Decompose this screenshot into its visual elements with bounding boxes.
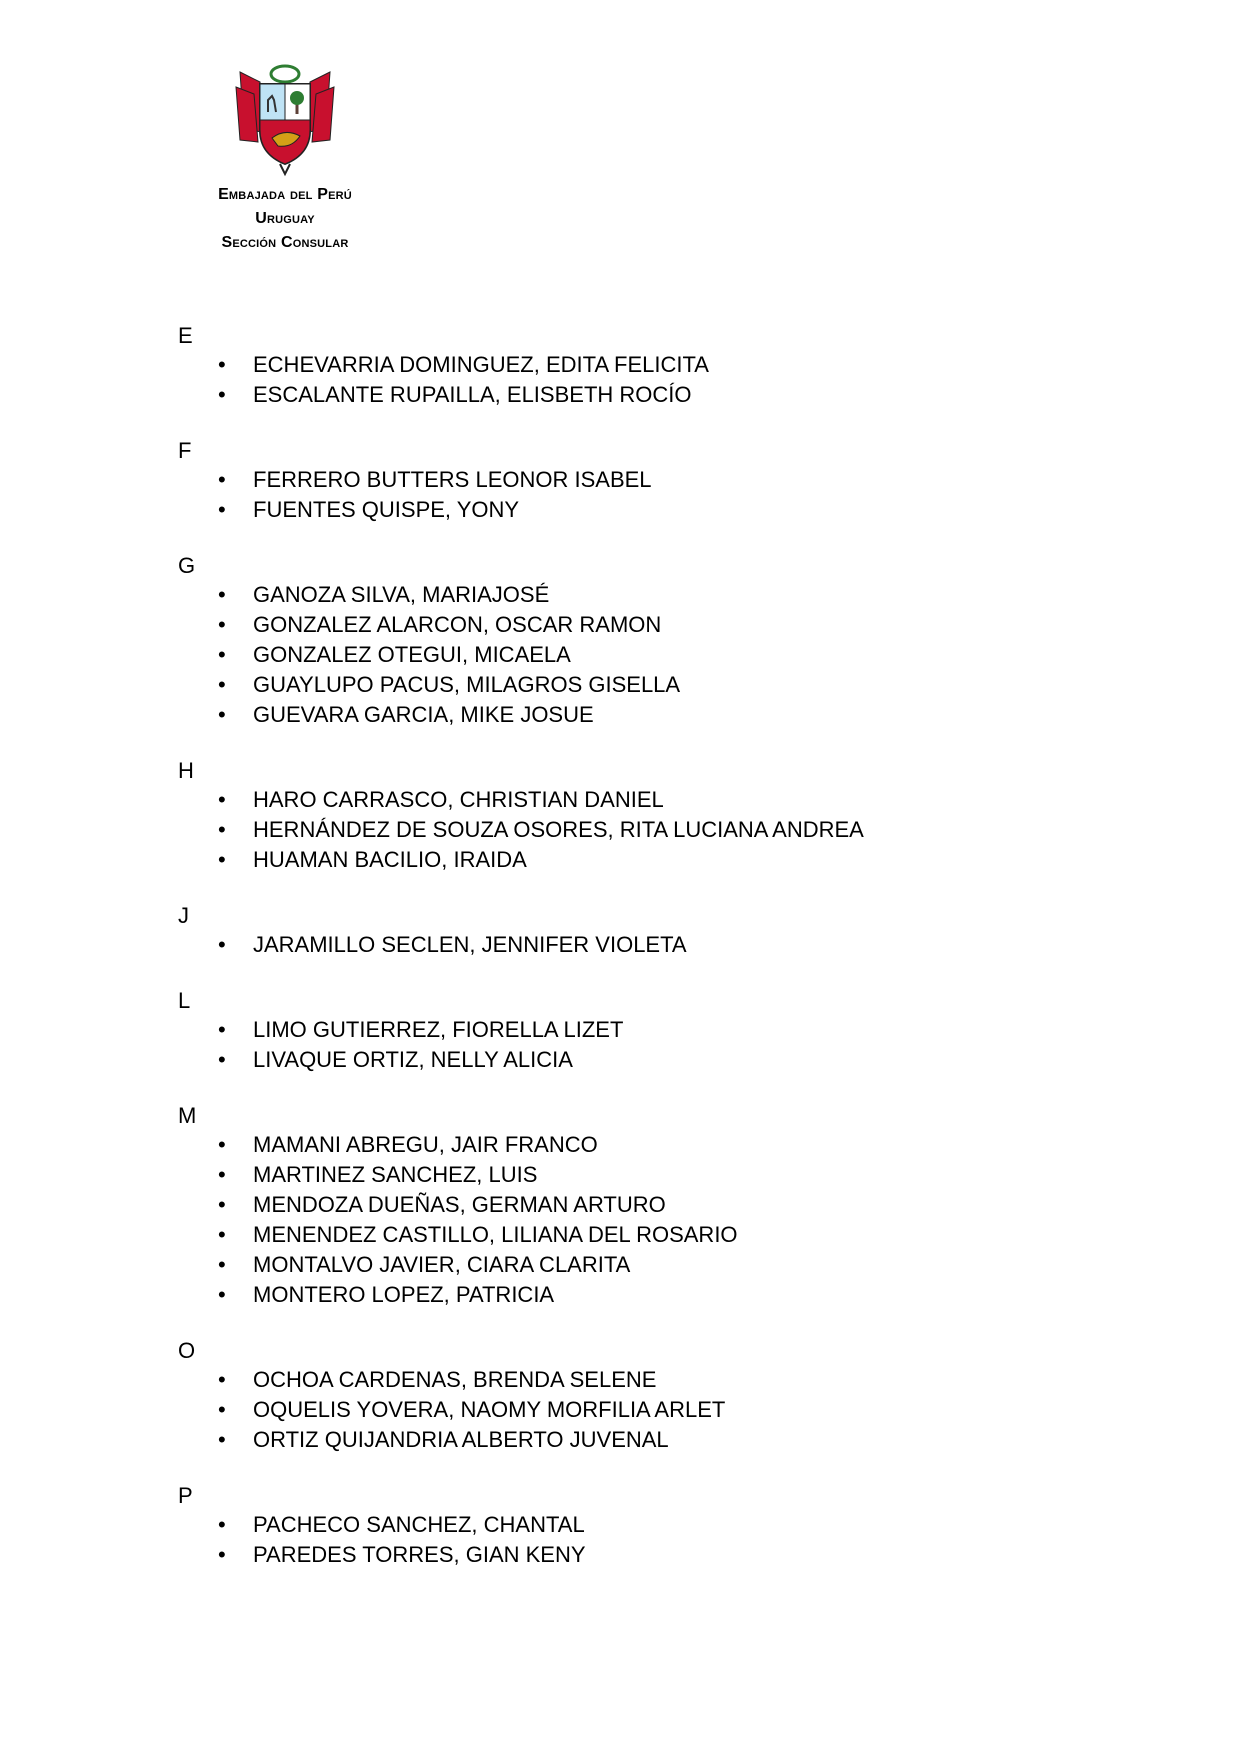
person-name: GONZALEZ ALARCON, OSCAR RAMON bbox=[253, 612, 662, 637]
person-name: OQUELIS YOVERA, NAOMY MORFILIA ARLET bbox=[253, 1397, 726, 1422]
list-item bbox=[178, 380, 1178, 410]
name-list-items bbox=[178, 350, 1178, 410]
person-name: GANOZA SILVA, MARIAJOSÉ bbox=[253, 582, 550, 607]
letter-group bbox=[178, 1482, 1178, 1570]
name-list-items bbox=[178, 1130, 1178, 1310]
bullet-icon: • bbox=[218, 1282, 226, 1307]
letter-group bbox=[178, 757, 1178, 875]
name-list bbox=[178, 322, 1178, 1597]
group-letter: H bbox=[178, 758, 194, 783]
bullet-icon: • bbox=[218, 1222, 226, 1247]
list-item bbox=[178, 670, 1178, 700]
name-list-items bbox=[178, 1365, 1178, 1455]
list-item bbox=[178, 1045, 1178, 1075]
list-item bbox=[178, 1130, 1178, 1160]
group-letter: E bbox=[178, 323, 193, 348]
list-item bbox=[178, 1425, 1178, 1455]
peru-coat-of-arms-icon bbox=[230, 62, 340, 177]
person-name: JARAMILLO SECLEN, JENNIFER VIOLETA bbox=[253, 932, 687, 957]
group-letter: M bbox=[178, 1103, 197, 1128]
bullet-icon: • bbox=[218, 612, 226, 637]
bullet-icon: • bbox=[218, 582, 226, 607]
group-letter: P bbox=[178, 1483, 193, 1508]
bullet-icon: • bbox=[218, 1542, 226, 1567]
bullet-icon: • bbox=[218, 1367, 226, 1392]
list-item bbox=[178, 350, 1178, 380]
list-item bbox=[178, 1395, 1178, 1425]
person-name: GONZALEZ OTEGUI, MICAELA bbox=[253, 642, 571, 667]
group-letter: F bbox=[178, 438, 192, 463]
person-name: GUEVARA GARCIA, MIKE JOSUE bbox=[253, 702, 594, 727]
person-name: LIMO GUTIERREZ, FIORELLA LIZET bbox=[253, 1017, 624, 1042]
bullet-icon: • bbox=[218, 1047, 226, 1072]
person-name: LIVAQUE ORTIZ, NELLY ALICIA bbox=[253, 1047, 573, 1072]
list-item bbox=[178, 640, 1178, 670]
bullet-icon: • bbox=[218, 847, 226, 872]
list-item bbox=[178, 465, 1178, 495]
bullet-icon: • bbox=[218, 642, 226, 667]
list-item bbox=[178, 1510, 1178, 1540]
bullet-icon: • bbox=[218, 352, 226, 377]
bullet-icon: • bbox=[218, 1162, 226, 1187]
embassy-name: Embajada del Perú bbox=[218, 186, 352, 203]
person-name: FERRERO BUTTERS LEONOR ISABEL bbox=[253, 467, 652, 492]
person-name: MONTALVO JAVIER, CIARA CLARITA bbox=[253, 1252, 631, 1277]
group-letter: L bbox=[178, 988, 191, 1013]
name-list-items bbox=[178, 1510, 1178, 1570]
person-name: HERNÁNDEZ DE SOUZA OSORES, RITA LUCIANA ANDREA bbox=[253, 817, 864, 842]
list-item bbox=[178, 1160, 1178, 1190]
person-name: MENENDEZ CASTILLO, LILIANA DEL ROSARIO bbox=[253, 1222, 738, 1247]
name-list-items bbox=[178, 580, 1178, 730]
list-item bbox=[178, 845, 1178, 875]
person-name: MONTERO LOPEZ, PATRICIA bbox=[253, 1282, 555, 1307]
list-item bbox=[178, 1280, 1178, 1310]
list-item bbox=[178, 700, 1178, 730]
letter-group bbox=[178, 987, 1178, 1075]
list-item bbox=[178, 815, 1178, 845]
name-list-items bbox=[178, 1015, 1178, 1075]
person-name: MAMANI ABREGU, JAIR FRANCO bbox=[253, 1132, 598, 1157]
bullet-icon: • bbox=[218, 817, 226, 842]
person-name: OCHOA CARDENAS, BRENDA SELENE bbox=[253, 1367, 657, 1392]
person-name: GUAYLUPO PACUS, MILAGROS GISELLA bbox=[253, 672, 681, 697]
person-name: HUAMAN BACILIO, IRAIDA bbox=[253, 847, 527, 872]
bullet-icon: • bbox=[218, 382, 226, 407]
letter-group bbox=[178, 437, 1178, 525]
name-list-items bbox=[178, 930, 1178, 960]
group-letter: J bbox=[178, 903, 189, 928]
person-name: ECHEVARRIA DOMINGUEZ, EDITA FELICITA bbox=[253, 352, 709, 377]
person-name: MARTINEZ SANCHEZ, LUIS bbox=[253, 1162, 538, 1187]
bullet-icon: • bbox=[218, 787, 226, 812]
name-list-items bbox=[178, 465, 1178, 525]
bullet-icon: • bbox=[218, 1512, 226, 1537]
list-item bbox=[178, 610, 1178, 640]
bullet-icon: • bbox=[218, 702, 226, 727]
list-item bbox=[178, 1365, 1178, 1395]
bullet-icon: • bbox=[218, 1397, 226, 1422]
list-item bbox=[178, 1220, 1178, 1250]
bullet-icon: • bbox=[218, 672, 226, 697]
person-name: PACHECO SANCHEZ, CHANTAL bbox=[253, 1512, 585, 1537]
list-item bbox=[178, 1190, 1178, 1220]
group-letter: O bbox=[178, 1338, 196, 1363]
group-letter: G bbox=[178, 553, 196, 578]
list-item bbox=[178, 495, 1178, 525]
letter-group bbox=[178, 322, 1178, 410]
list-item bbox=[178, 785, 1178, 815]
letter-group bbox=[178, 1337, 1178, 1455]
person-name: MENDOZA DUEÑAS, GERMAN ARTURO bbox=[253, 1192, 666, 1217]
person-name: PAREDES TORRES, GIAN KENY bbox=[253, 1542, 586, 1567]
list-item bbox=[178, 1015, 1178, 1045]
letter-group bbox=[178, 552, 1178, 730]
bullet-icon: • bbox=[218, 497, 226, 522]
person-name: ESCALANTE RUPAILLA, ELISBETH ROCÍO bbox=[253, 382, 692, 407]
person-name: ORTIZ QUIJANDRIA ALBERTO JUVENAL bbox=[253, 1427, 669, 1452]
letter-group bbox=[178, 1102, 1178, 1310]
person-name: HARO CARRASCO, CHRISTIAN DANIEL bbox=[253, 787, 664, 812]
bullet-icon: • bbox=[218, 467, 226, 492]
embassy-country: Uruguay bbox=[255, 210, 315, 227]
bullet-icon: • bbox=[218, 1427, 226, 1452]
list-item bbox=[178, 930, 1178, 960]
bullet-icon: • bbox=[218, 1192, 226, 1217]
list-item bbox=[178, 580, 1178, 610]
embassy-section: Sección Consular bbox=[221, 234, 349, 251]
bullet-icon: • bbox=[218, 1017, 226, 1042]
bullet-icon: • bbox=[218, 1132, 226, 1157]
list-item bbox=[178, 1540, 1178, 1570]
person-name: FUENTES QUISPE, YONY bbox=[253, 497, 520, 522]
letterhead bbox=[180, 62, 390, 255]
letter-group bbox=[178, 902, 1178, 960]
bullet-icon: • bbox=[218, 1252, 226, 1277]
list-item bbox=[178, 1250, 1178, 1280]
bullet-icon: • bbox=[218, 932, 226, 957]
name-list-items bbox=[178, 785, 1178, 875]
